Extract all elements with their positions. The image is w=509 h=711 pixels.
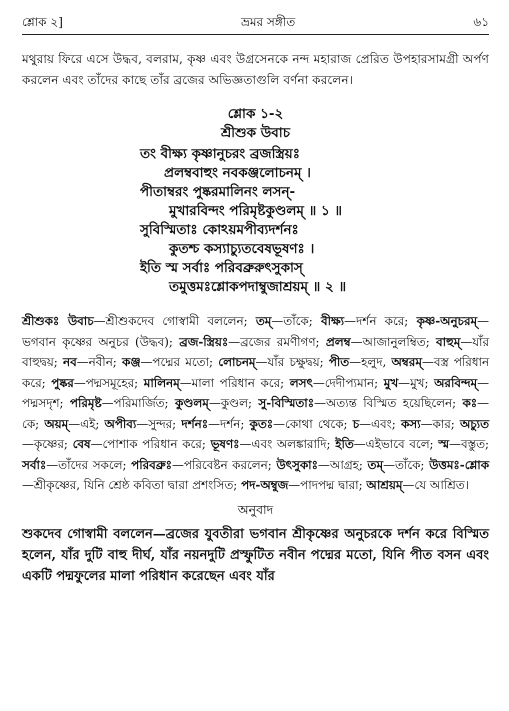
synonym-term: উত্তমঃ-শ্লোক xyxy=(429,457,490,472)
translation-heading: অনুবাদ xyxy=(237,501,274,517)
synonym-term: লসৎ xyxy=(289,375,313,390)
synonym-term: কঃ xyxy=(462,396,478,410)
synonym-meaning: —মালা পরিধান করে; xyxy=(179,375,285,390)
verse-line: কুতশ্চ কস্যাচ্যুতবেষভূষণঃ । xyxy=(169,241,315,257)
synonym-term: পরিবব্রুঃ xyxy=(131,457,173,472)
synonym-meaning: —যে আশ্রিত। xyxy=(402,478,469,492)
header-page-number: ৬১ xyxy=(473,15,489,29)
synonym-meaning: —এইভাবে বলে; xyxy=(353,437,434,451)
synonym-meaning: —মুখ; xyxy=(398,375,429,390)
synonym-meaning: —হলুদ, xyxy=(349,355,387,369)
synonym-meaning: —এই; xyxy=(68,416,100,431)
synonym-meaning: —সুন্দর; xyxy=(136,416,177,431)
synonym-term: আশ্রয়ম্ xyxy=(366,478,403,492)
synonym-term: বেষ xyxy=(72,437,91,451)
synonym-meaning: —আগ্রহ; xyxy=(317,457,363,472)
synonym-term: অম্বরম্ xyxy=(391,355,422,369)
synonym-term: বীক্ষ্য xyxy=(321,314,345,328)
synonym-meaning: —অত্যন্ত বিস্মিত হয়েছিলেন; xyxy=(314,396,457,410)
synonym-term: ইতি xyxy=(335,437,354,451)
synonym-term: মালিনম্ xyxy=(143,375,180,390)
synonym-meaning: —এবং; xyxy=(359,416,396,431)
synonym-meaning: —কে; xyxy=(22,396,490,431)
header-rule xyxy=(22,34,489,35)
synonym-meaning: —শ্রীশুকদেব গোস্বামী বললেন; xyxy=(93,314,248,328)
synonym-term: পীত xyxy=(328,355,350,369)
verse-line: তমুত্তমঃশ্লোকপদাম্বুজাশ্রয়ম্ ॥ ২ ॥ xyxy=(169,279,347,295)
synonym-meaning: —দর্শন করে; xyxy=(344,314,409,328)
synonym-term: দর্শনঃ xyxy=(181,416,209,431)
synonym-term: তম্ xyxy=(255,314,272,328)
synonym-term: পুষ্কর xyxy=(51,375,74,390)
page-header xyxy=(22,14,489,32)
synonym-meaning: —দেদীপ্যমান; xyxy=(312,375,379,390)
synonym-term: ব্রজ-স্ত্রিয়ঃ xyxy=(179,334,229,349)
synonym-term: পদ-অম্বুজ xyxy=(241,478,289,492)
synonym-meaning: —কার; xyxy=(420,416,455,431)
synonym-term: অয়ম্ xyxy=(44,416,69,431)
verse-line: মুখারবিন্দং পরিমৃষ্টকুণ্ডলম্ ॥ ১ ॥ xyxy=(169,203,343,219)
synonym-term: কুণ্ডলম্ xyxy=(174,396,209,410)
synonym-term: কৃষ্ণ-অনুচরম্ xyxy=(416,314,478,328)
header-chapter-title: ভ্রমর সঙ্গীত xyxy=(241,15,296,29)
synonym-meaning: —যাঁর বাহুদ্বয়; xyxy=(22,334,490,369)
synonym-term: অপীব্য xyxy=(104,416,137,431)
synonym-term: সর্বাঃ xyxy=(22,457,47,472)
synonym-meaning: —পরিমার্জিত; xyxy=(101,396,169,410)
verse-block xyxy=(22,105,489,297)
synonym-term: কঞ্জ xyxy=(122,355,141,369)
synonym-term: উৎসুকাঃ xyxy=(276,457,318,472)
synonym-term: মুখ xyxy=(383,375,399,390)
synonym-term: প্রলম্ব xyxy=(325,334,351,349)
synonym-term: তম্ xyxy=(367,457,384,472)
synonym-meaning: —বস্তুত; xyxy=(449,437,490,451)
synonym-term: কুতঃ xyxy=(249,416,274,431)
synonym-term: সু-বিস্মিতাঃ xyxy=(258,396,315,410)
synonym-meaning: —কোথা থেকে; xyxy=(273,416,348,431)
synonym-meaning: —নবীন; xyxy=(76,355,117,369)
synonym-meaning: —পরিবেষ্টন করলেন; xyxy=(172,457,272,472)
synonym-meaning: —যাঁর চক্ষুদ্বয়; xyxy=(255,355,324,369)
synonym-meaning: —দর্শন; xyxy=(208,416,245,431)
verse-number: শ্লোক ১-২ xyxy=(227,106,284,122)
intro-paragraph: মথুরায় ফিরে এসে উদ্ধব, বলরাম, কৃষ্ণ এবং উগ্রসেনকে নন্দ মহারাজ প্রেরিত উপহারসামগ্রী অর্পণ করলেন এবং তাঁদের কাছে তাঁর ব্রজের অভিজ্ঞতাগুলি বর্ণনা করলেন। xyxy=(22,52,489,87)
synonym-term: কস্য xyxy=(400,416,421,431)
verse-line: সুবিস্মিতাঃ কোঽয়মপীব্যদর্শনঃ xyxy=(140,222,299,238)
synonym-term: শ্রীশুকঃ উবাচ xyxy=(22,314,94,328)
synonym-term: স্ম xyxy=(438,437,450,451)
verse-line: তং বীক্ষ্য কৃষ্ণানুচরং ব্রজস্ত্রিয়ঃ xyxy=(140,146,300,162)
synonym-term: পরিমৃষ্ট xyxy=(69,396,102,410)
synonym-meaning: —পদ্মসদৃশ; xyxy=(22,375,490,410)
synonyms-paragraph xyxy=(22,311,489,496)
synonym-term: ভূষণঃ xyxy=(210,437,240,451)
synonym-meaning: —শ্রীকৃষ্ণের, যিনি শ্রেষ্ঠ কবিতা দ্বারা প্রশংসিত; xyxy=(22,478,238,492)
synonym-meaning: —কুণ্ডল; xyxy=(208,396,252,410)
synonym-meaning: —তাঁদের সকলে; xyxy=(46,457,127,472)
synonym-meaning: —এবং অলঙ্কারাদি; xyxy=(239,437,331,451)
synonym-term: নব xyxy=(62,355,77,369)
synonym-meaning: —তাঁকে; xyxy=(271,314,313,328)
synonym-meaning: —আজানুলম্বিত; xyxy=(350,334,430,349)
verse-line: পীতাম্বরং পুষ্করমালিনং লসন্- xyxy=(140,184,296,200)
synonym-meaning: —ভগবান কৃষ্ণের অনুচর (উদ্ধব); xyxy=(22,314,490,349)
synonym-meaning: —পোশাক পরিধান করে; xyxy=(90,437,206,451)
synonym-meaning: —ব্রজের রমণীগণ; xyxy=(228,334,320,349)
synonym-term: চ xyxy=(352,416,360,431)
synonym-meaning: —পাদপদ্ম দ্বারা; xyxy=(288,478,363,492)
verse-speaker: শ্রীশুক উবাচ xyxy=(220,125,291,141)
synonym-meaning: —তাঁকে; xyxy=(383,457,425,472)
synonym-term: অরবিন্দম্ xyxy=(434,375,478,390)
header-verse-ref: শ্লোক ২] xyxy=(22,15,63,29)
synonym-meaning: —পদ্মের মতো; xyxy=(140,355,214,369)
verse-line: প্রলম্ববাহুং নবকঞ্জলোচনম্ । xyxy=(164,165,311,181)
synonym-term: অচ্যুত xyxy=(459,416,490,431)
synonym-meaning: —পদ্মসমূহের; xyxy=(73,375,139,390)
synonym-term: লোচনম্ xyxy=(218,355,256,369)
translation-paragraph: শুকদেব গোস্বামী বললেন—ব্রজের যুবতীরা ভগবান শ্রীকৃষ্ণের অনুচরকে দর্শন করে বিস্মিত হলেন, যাঁর দুটি বাহু দীর্ঘ, যাঁর নয়নদুটি প্রস্ফুটিত নবীন পদ্মের মতো, যিনি পীত বসন এবং একটি পদ্মফুলের মালা পরিধান করেছেন এবং যাঁর xyxy=(22,526,489,584)
verse-line: ইতি স্ম সর্বাঃ পরিবব্রুরুৎসুকাস্ xyxy=(140,260,303,276)
synonym-term: বাহুম্ xyxy=(436,334,461,349)
synonym-meaning: —কৃষ্ণের; xyxy=(22,437,68,451)
synonym-meaning: —বস্ত্র পরিধান করে; xyxy=(22,355,490,390)
